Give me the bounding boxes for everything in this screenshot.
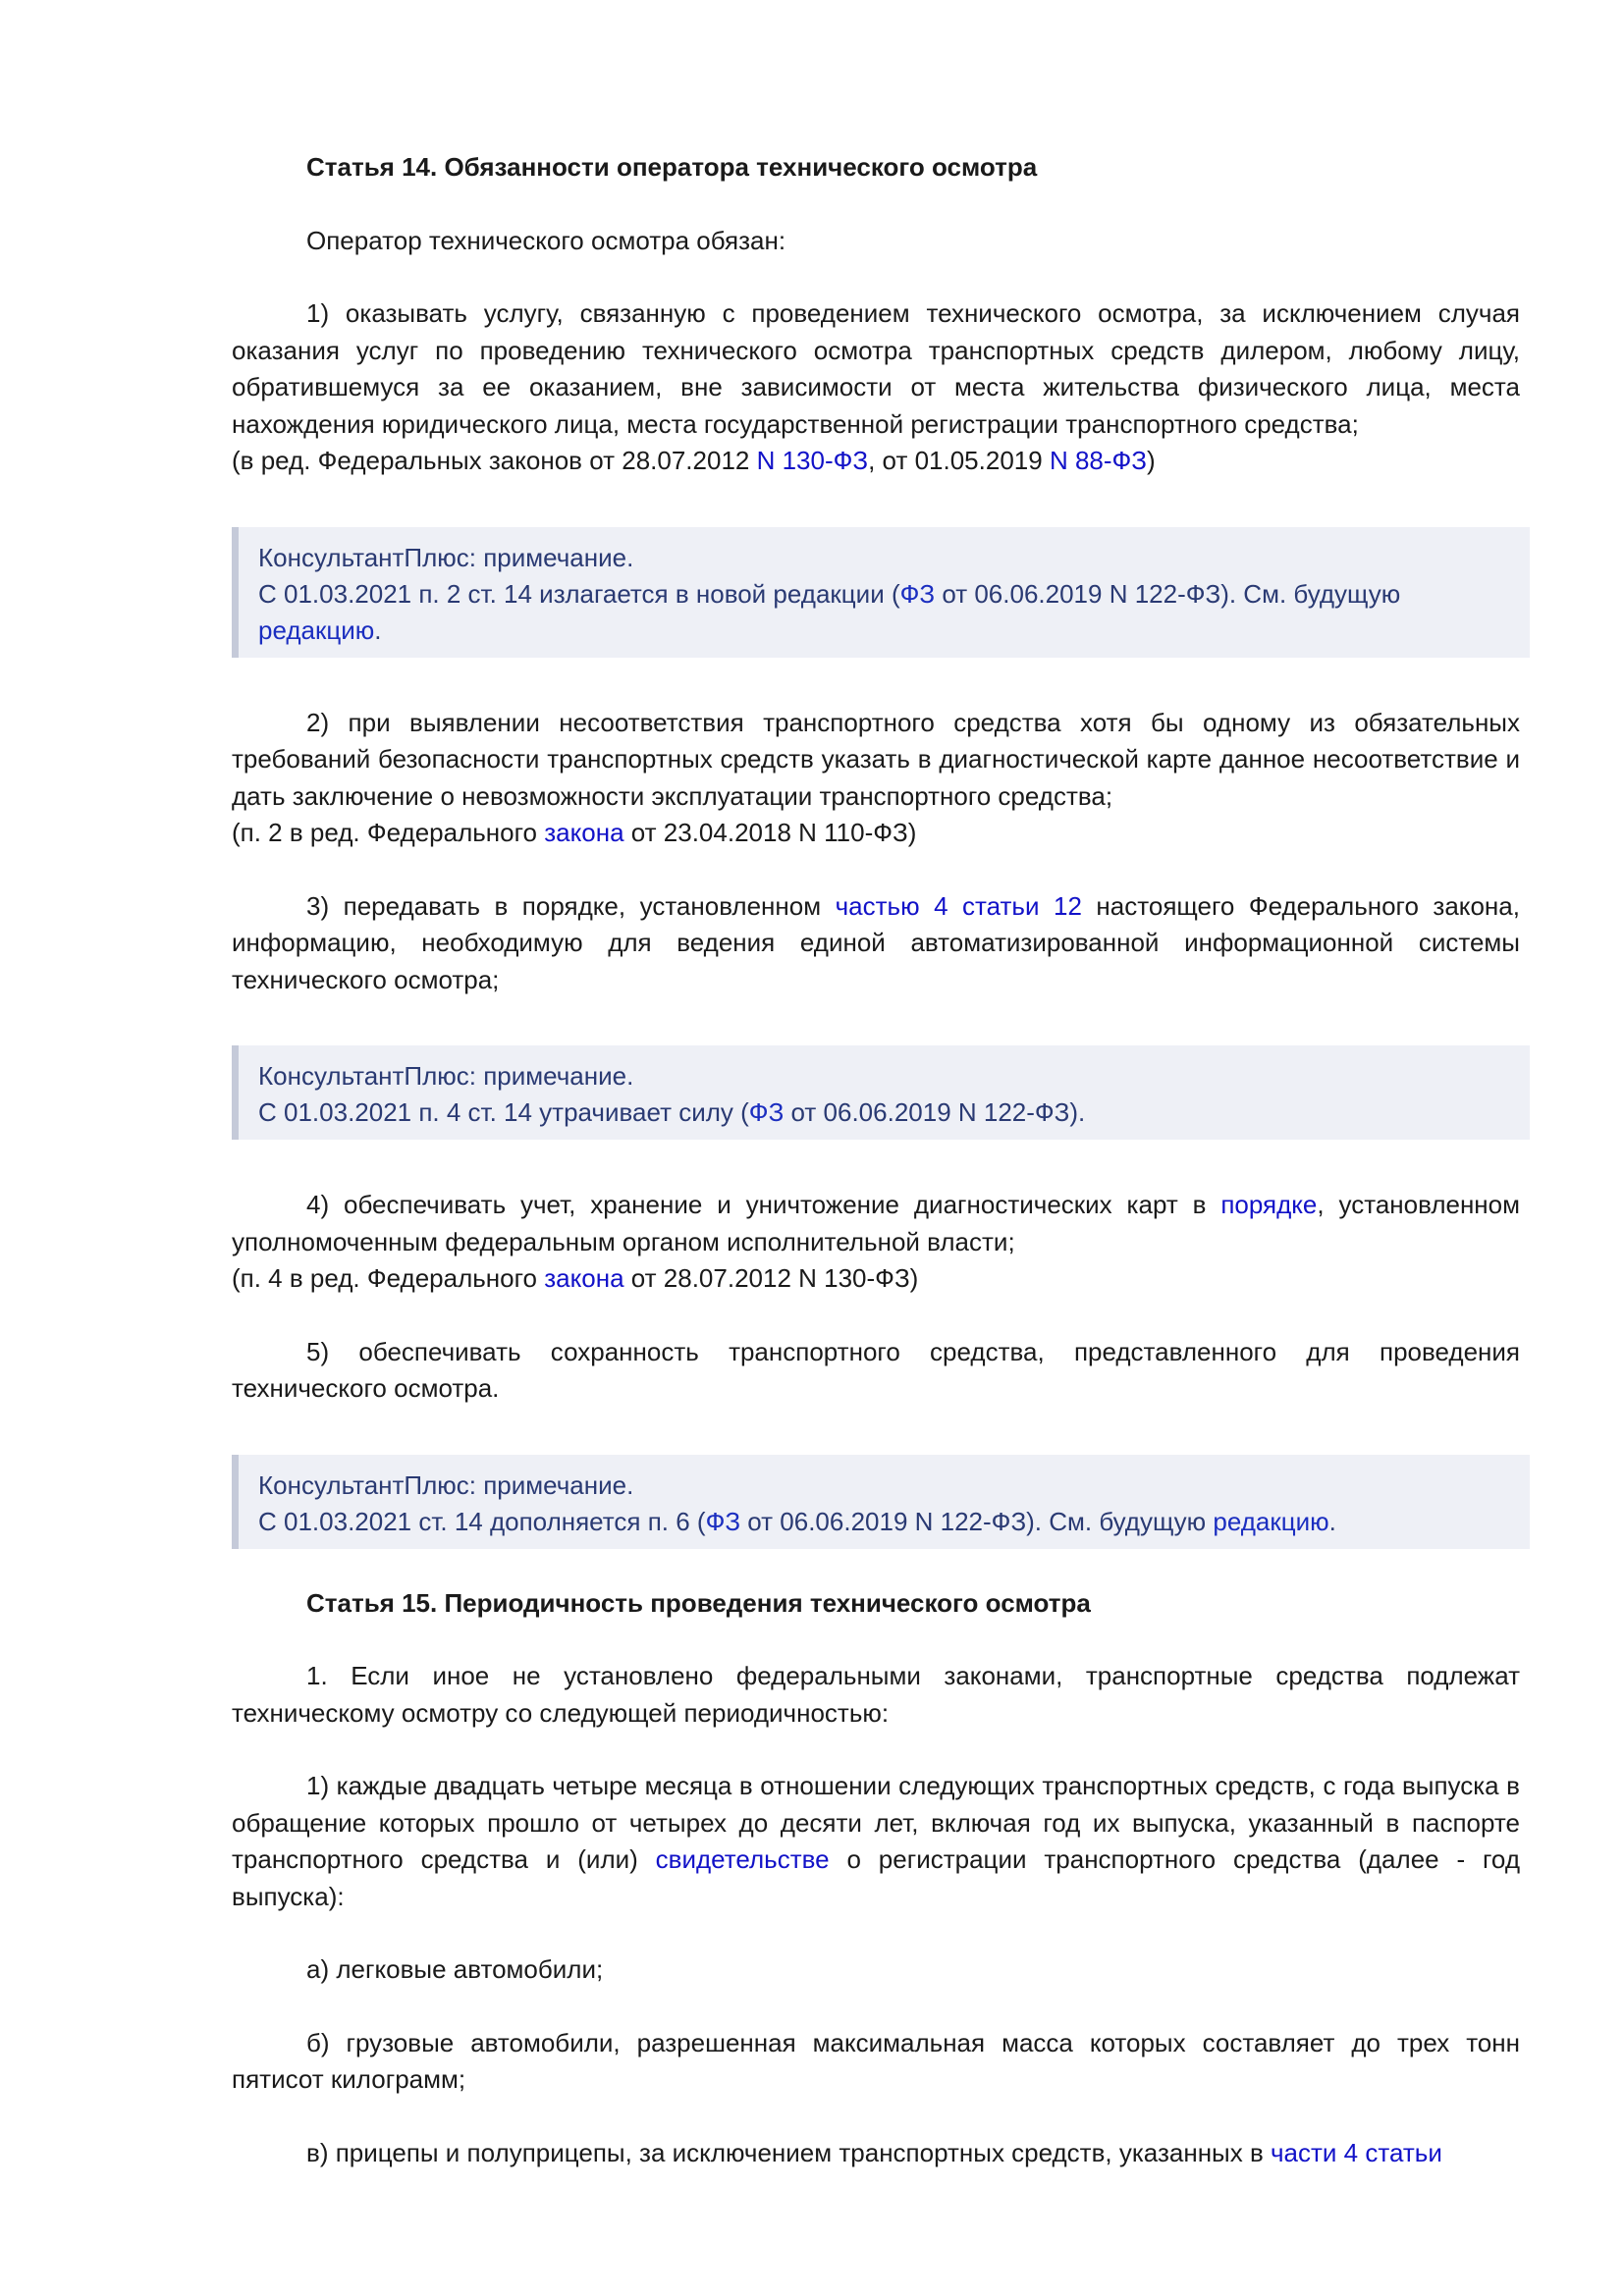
order-link[interactable]: порядке <box>1220 1190 1318 1219</box>
item-text: 1) каждые двадцать четыре месяца в отношении следующих транспортных средств, с года выпуска в обращение которых прошло от четырех до десяти лет, включая год их выпуска, указанный в паспорте транспортного средства и (или) <box>232 1771 1520 1874</box>
law-link[interactable]: закона <box>544 818 624 847</box>
certificate-link[interactable]: свидетельстве <box>655 1844 830 1874</box>
article-14-item-2: 2) при выявлении несоответствия транспортного средства хотя бы одному из обязательных требований безопасности транспортных средств указать в диагностической карте данное несоответствие и дать заключение о невозможности эксплуатации транспортного средства; <box>232 707 1520 811</box>
ref-text: (п. 4 в ред. Федерального <box>232 1263 545 1293</box>
article-14-item-5: 5) обеспечивать сохранность транспортного средства, представленного для проведения технического осмотра. <box>232 1336 1520 1403</box>
item-text: настоящего Федерального закона, информацию, необходимую для ведения единой автоматизированной информационной системы технического осмотра; <box>232 890 1520 994</box>
article-14-item-2-ref <box>232 815 1520 852</box>
article-14-item-1-ref <box>232 443 1520 480</box>
note-text <box>258 576 1510 649</box>
consultant-note-1 <box>232 527 1530 658</box>
article-15-pc <box>232 2135 1520 2172</box>
note-text-part: от 06.06.2019 N 122-ФЗ). См. будущую <box>935 578 1401 609</box>
note-text-part: от 06.06.2019 N 122-ФЗ). <box>784 1097 1086 1127</box>
article-15-p2 <box>232 1768 1520 1915</box>
note-text-part: С 01.03.2021 п. 2 ст. 14 излагается в новой редакции ( <box>258 578 900 609</box>
ref-text: (в ред. Федеральных законов от 28.07.2012 <box>232 446 757 475</box>
note-text-part: С 01.03.2021 п. 4 ст. 14 утрачивает силу ( <box>258 1097 749 1127</box>
consultant-note-3 <box>232 1455 1530 1549</box>
note-heading: КонсультантПлюс: примечание. <box>258 1061 634 1091</box>
fz-link[interactable]: ФЗ <box>705 1506 741 1536</box>
item-text: в) прицепы и полуприцепы, за исключением транспортных средств, указанных в <box>306 2137 1272 2167</box>
ref-text: , от 01.05.2019 <box>868 446 1050 475</box>
consultant-note-2 <box>232 1045 1530 1140</box>
note-text <box>258 1095 1510 1131</box>
note-heading: КонсультантПлюс: примечание. <box>258 1469 634 1500</box>
law-88-link[interactable]: N 88-ФЗ <box>1049 446 1147 475</box>
article-part-4-link[interactable]: части 4 статьи <box>1271 2137 1442 2167</box>
document-page <box>232 149 1520 2171</box>
article-14-item-3 <box>232 888 1520 999</box>
article-14-item-4 <box>232 1187 1520 1260</box>
ref-text: от 28.07.2012 N 130-ФЗ) <box>623 1263 919 1293</box>
note-text-part: . <box>374 614 382 645</box>
item-text: о регистрации транспортного средства (далее - год выпуска): <box>232 1844 1520 1911</box>
law-link[interactable]: закона <box>544 1263 624 1293</box>
ref-text: ) <box>1147 446 1156 475</box>
article-12-part-4-link[interactable]: частью 4 статьи 12 <box>835 890 1082 921</box>
note-text-part: С 01.03.2021 ст. 14 дополняется п. 6 ( <box>258 1506 706 1536</box>
article-15-pb: б) грузовые автомобили, разрешенная максимальная масса которых составляет до трех тонн пятисот килограмм; <box>232 2027 1520 2094</box>
note-text-part: . <box>1328 1506 1336 1536</box>
item-text: 3) передавать в порядке, установленном <box>306 890 836 921</box>
future-edition-link[interactable]: редакцию <box>258 614 375 645</box>
ref-text: (п. 2 в ред. Федерального <box>232 818 545 847</box>
article-15-pa: а) легковые автомобили; <box>306 1954 604 1984</box>
article-15-title: Статья 15. Периодичность проведения технического осмотра <box>306 1587 1091 1618</box>
item-text: , установленном уполномоченным федеральным органом исполнительной власти; <box>232 1190 1521 1256</box>
item-text: 4) обеспечивать учет, хранение и уничтожение диагностических карт в <box>306 1190 1221 1219</box>
ref-text: от 23.04.2018 N 110-ФЗ) <box>623 818 917 847</box>
article-14-intro: Оператор технического осмотра обязан: <box>306 225 786 255</box>
note-heading: КонсультантПлюс: примечание. <box>258 542 634 572</box>
law-130-link[interactable]: N 130-ФЗ <box>756 446 869 475</box>
article-14-item-1: 1) оказывать услугу, связанную с проведением технического осмотра, за исключением случая оказания услуг по проведению технического осмотра транспортных средств дилером, любому лицу, обратившемуся за ее оказанием, вне зависимости от места жительства физического лица, места нахождения юридического лица, места государственной регистрации транспортного средства; <box>232 298 1520 439</box>
fz-link[interactable]: ФЗ <box>748 1097 785 1127</box>
fz-link[interactable]: ФЗ <box>899 578 936 609</box>
article-14-item-4-ref <box>232 1260 1520 1298</box>
future-edition-link[interactable]: редакцию <box>1213 1506 1329 1536</box>
note-text <box>258 1504 1510 1540</box>
article-15-p1: 1. Если иное не установлено федеральными законами, транспортные средства подлежат техническому осмотру со следующей периодичностью: <box>232 1661 1520 1728</box>
article-14-title: Статья 14. Обязанности оператора технического осмотра <box>306 152 1038 182</box>
note-text-part: от 06.06.2019 N 122-ФЗ). См. будущую <box>740 1506 1214 1536</box>
